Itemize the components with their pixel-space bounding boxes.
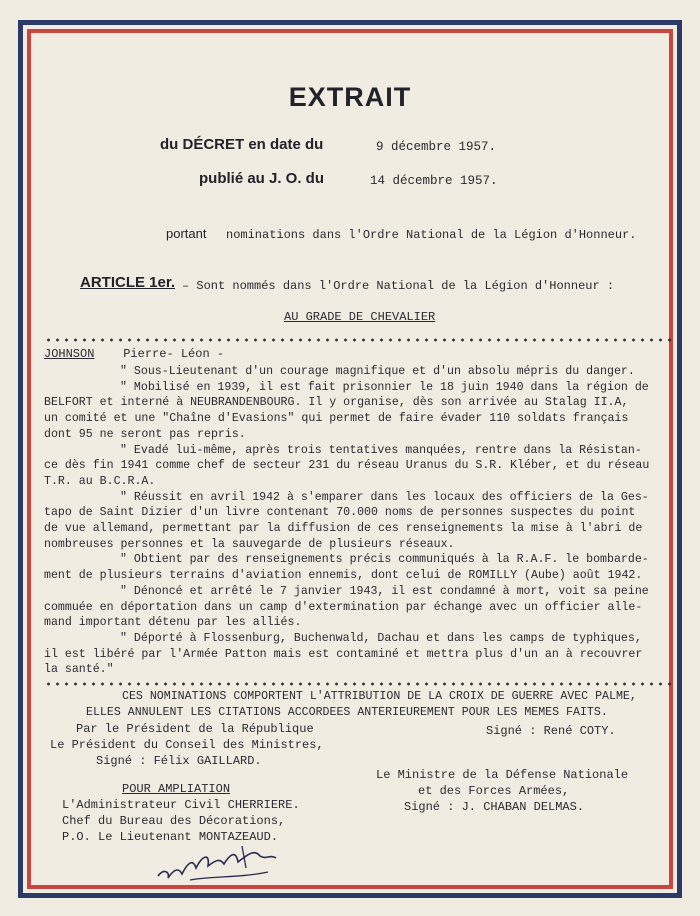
dotted-separator <box>44 682 672 686</box>
citation-line: un comité et une "Chaîne d'Evasions" qui permet de faire évader 110 soldats français <box>44 412 629 426</box>
gaillard-signature-line: Signé : Félix GAILLARD. <box>96 754 262 768</box>
citation-line: nombreuses personnes et la sauvegarde de plusieurs réseaux. <box>44 537 455 551</box>
article-text: – Sont nommés dans l'Ordre National de la Légion d'Honneur : <box>182 279 615 293</box>
citation-text <box>44 364 678 678</box>
nominee-line <box>44 347 224 361</box>
citation-line: " Obtient par des renseignements précis communiqués à la R.A.F. le bombarde- <box>120 553 649 567</box>
citation-line: dont 95 ne seront pas repris. <box>44 427 246 441</box>
citation-line: " Mobilisé en 1939, il est fait prisonnier le 18 juin 1940 dans la région de <box>120 380 649 394</box>
coty-signature-line: Signé : René COTY. <box>486 724 616 738</box>
lieutenant-line: P.O. Le Lieutenant MONTAZEAUD. <box>62 830 279 844</box>
citation-line: BELFORT et interné à NEUBRANDENBOURG. Il y organise, dès son arrivée au Stalag II.A, <box>44 396 629 410</box>
citation-line: la santé." <box>44 663 114 677</box>
citation-line: tapo de Saint Dizier d'un livre contenant 70.000 noms de personnes suspectes du point <box>44 506 636 520</box>
dotted-separator <box>44 338 672 342</box>
citation-line: " Dénoncé et arrêté le 7 janvier 1943, il est condamné à mort, voit sa peine <box>120 584 649 598</box>
citation-line: commuée en déportation dans un camp d'extermination par échange avec un officier alle- <box>44 600 643 614</box>
forces-armees-line: et des Forces Armées, <box>418 784 570 798</box>
chaban-delmas-signature-line: Signé : J. CHABAN DELMAS. <box>404 800 585 814</box>
citation-line: de vue allemand, permettant par la diffusion de ces renseignements la mise à l'abri de <box>44 522 643 536</box>
decree-date: 9 décembre 1957. <box>376 140 497 154</box>
publication-label: publié au J. O. du <box>199 170 325 187</box>
citation-line: " Réussit en avril 1942 à s'emparer dans les locaux des officiers de la Ges- <box>120 490 649 504</box>
citation-line: " Sous-Lieutenant d'un courage magnifique et d'un absolu mépris du danger. <box>120 365 635 378</box>
administrateur-line: L'Administrateur Civil CHERRIERE. <box>62 798 300 812</box>
ampliation-heading: POUR AMPLIATION <box>122 782 231 796</box>
portant-label: portant <box>166 226 207 241</box>
citation-line: ce dès fin 1941 comme chef de secteur 231 du réseau Uranus du S.R. Kléber, et du réseau <box>44 459 650 473</box>
document-title: EXTRAIT <box>288 82 412 112</box>
bureau-line: Chef du Bureau des Décorations, <box>62 814 286 828</box>
nominee-surname: JOHNSON <box>44 347 95 361</box>
publication-date: 14 décembre 1957. <box>370 174 498 188</box>
citation-line: T.R. au B.C.R.A. <box>44 474 156 488</box>
portant-text: nominations dans l'Ordre National de la Légion d'Honneur. <box>226 228 637 242</box>
ministre-line: Le Ministre de la Défense Nationale <box>376 768 629 782</box>
grade-heading: AU GRADE DE CHEVALIER <box>284 310 436 324</box>
citation-line: il est libéré par l'Armée Patton mais est contaminé et mettra plus d'un an à recouvrer <box>44 647 643 661</box>
croix-de-guerre-line: CES NOMINATIONS COMPORTENT L'ATTRIBUTION DE LA CROIX DE GUERRE AVEC PALME, <box>122 690 637 703</box>
article-label: ARTICLE 1er. <box>80 274 176 291</box>
annulation-line: ELLES ANNULENT LES CITATIONS ACCORDEES ANTERIEUREMENT POUR LES MEMES FAITS. <box>86 706 608 719</box>
decree-date-label: du DÉCRET en date du <box>160 136 324 153</box>
nominee-given-names: Pierre- Léon - <box>123 347 225 361</box>
citation-line: " Déporté à Flossenburg, Buchenwald, Dachau et dans les camps de typhiques, <box>120 631 642 645</box>
citation-line: mand important détenu par les alliés. <box>44 616 302 630</box>
president-line: Par le Président de la République <box>76 722 314 736</box>
conseil-line: Le Président du Conseil des Ministres, <box>50 738 324 752</box>
citation-line: " Evadé lui-même, après trois tentatives manquées, rentre dans la Résistan- <box>120 443 642 457</box>
handwritten-signature <box>150 838 290 888</box>
citation-line: ment de plusieurs terrains d'aviation ennemis, dont celui de ROMILLY (Aube) août 1942. <box>44 569 643 583</box>
